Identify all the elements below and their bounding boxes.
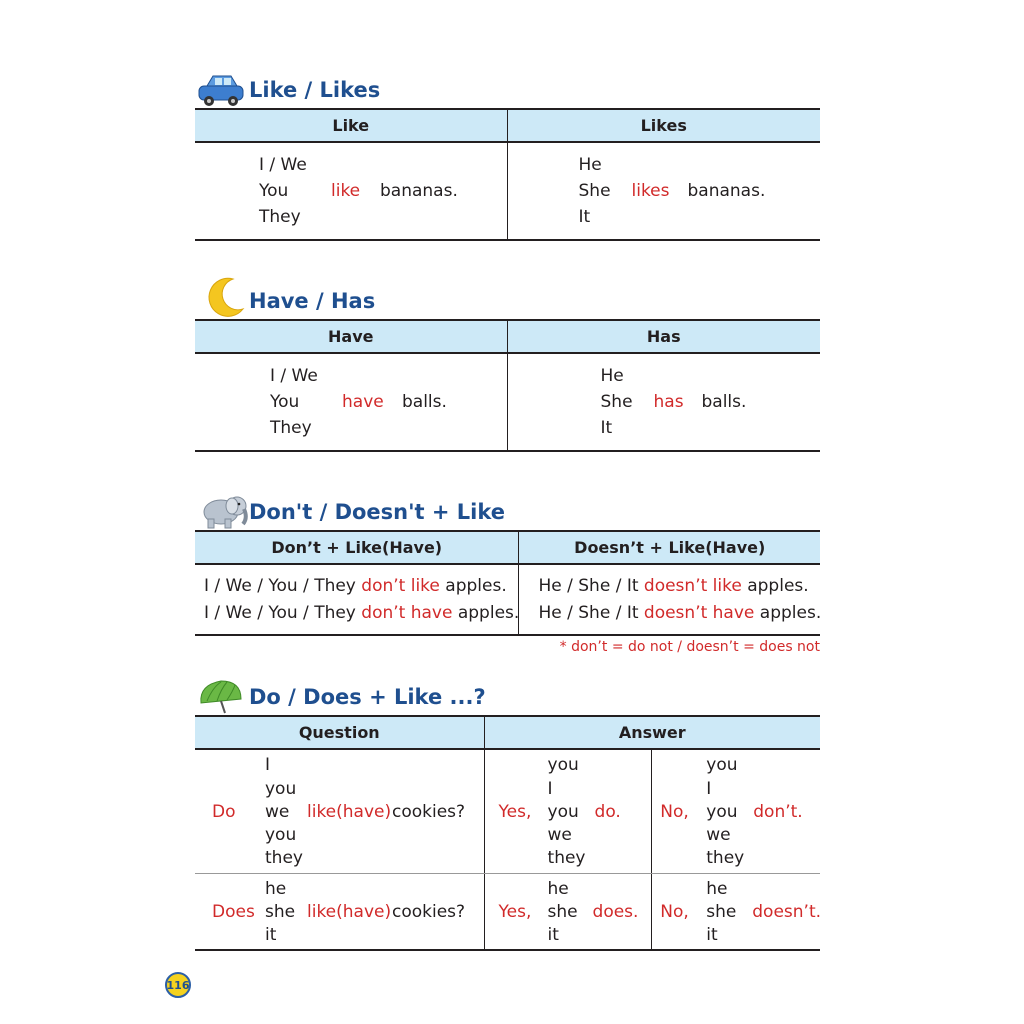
subject-text: He — [600, 366, 624, 386]
subject-text: you — [547, 802, 579, 822]
subject-text: I — [706, 779, 712, 799]
table-header — [195, 532, 820, 565]
section-title: Like / Likes — [249, 78, 381, 102]
subject-text: She — [600, 392, 633, 412]
section-header — [195, 279, 820, 319]
object-text: apples. — [754, 603, 822, 623]
dont-right-cell — [519, 565, 820, 634]
table-header — [195, 110, 820, 143]
yes-text: Yes, — [498, 802, 532, 822]
subject-text: It — [578, 207, 591, 227]
subject-text: she — [265, 902, 296, 922]
section-title: Do / Does + Like ...? — [249, 685, 486, 709]
aux-answer-text: do. — [594, 802, 621, 822]
subject-text: He / She / It — [538, 576, 644, 596]
subject-text: you — [265, 825, 297, 845]
column-header: Don’t + Like(Have) — [195, 532, 519, 563]
aux-answer-text: does. — [592, 902, 639, 922]
have-left-cell — [195, 354, 508, 450]
example-sentence — [204, 576, 507, 596]
object-text: bananas. — [380, 181, 458, 201]
have-table — [195, 319, 820, 452]
subject-text: we — [706, 825, 731, 845]
subject-text: he — [265, 879, 287, 899]
column-header: Has — [646, 327, 681, 346]
subject-text: they — [265, 848, 303, 868]
object-text: apples. — [439, 576, 507, 596]
aux-text: Does — [212, 902, 255, 922]
subject-text: They — [259, 207, 301, 227]
subject-text: they — [547, 848, 586, 868]
elephant-icon — [199, 492, 249, 530]
section-title: Don't / Doesn't + Like — [249, 500, 506, 524]
column-header: Question — [195, 717, 485, 748]
subject-text: He / She / It — [538, 603, 644, 623]
subject-text: you — [265, 779, 297, 799]
column-header: Doesn’t + Like(Have) — [574, 538, 766, 557]
subject-text: you — [547, 755, 579, 775]
subject-text: it — [265, 925, 277, 945]
question-cell — [195, 750, 485, 873]
table-header — [195, 717, 820, 750]
aux-answer-text: don’t. — [753, 802, 803, 822]
section-header — [195, 490, 820, 530]
yes-text: Yes, — [498, 902, 532, 922]
no-answer-cell — [652, 750, 820, 873]
section-header — [195, 68, 820, 108]
subject-text: they — [706, 848, 745, 868]
subject-text: it — [547, 925, 559, 945]
like-right-cell — [508, 143, 821, 239]
subject-text: You — [259, 181, 289, 201]
do-table — [195, 715, 820, 951]
subject-text: she — [547, 902, 578, 922]
like-table — [195, 108, 820, 241]
subject-text: You — [270, 392, 300, 412]
subject-text: he — [706, 879, 728, 899]
verb-text: have — [342, 392, 384, 412]
object-text: apples. — [741, 576, 809, 596]
no-text: No, — [660, 802, 689, 822]
moon-icon — [203, 275, 247, 319]
object-text: balls. — [402, 392, 447, 412]
subject-text: I — [265, 755, 271, 775]
verb-text: don’t like — [361, 576, 440, 596]
subject-text: he — [547, 879, 569, 899]
verb-text: like(have) — [307, 802, 392, 822]
subject-text: I / We — [259, 155, 307, 175]
subject-text: you — [706, 802, 738, 822]
footnote: * don’t = do not / doesn’t = does not — [559, 639, 820, 655]
subject-text: It — [600, 418, 613, 438]
object-text: apples. — [452, 603, 520, 623]
aux-answer-text: doesn’t. — [752, 902, 822, 922]
object-text: balls. — [701, 392, 747, 412]
subject-text: we — [547, 825, 572, 845]
section-header — [195, 675, 820, 715]
umbrella-icon — [195, 677, 245, 715]
subject-text: I / We / You / They — [204, 576, 362, 596]
car-icon — [195, 72, 247, 108]
subject-text: They — [270, 418, 312, 438]
section-have-has — [195, 279, 820, 452]
subject-text: you — [706, 755, 738, 775]
have-right-cell — [508, 354, 821, 450]
section-title: Have / Has — [249, 289, 376, 313]
page-number: 116 — [165, 972, 191, 998]
object-text: cookies? — [392, 802, 466, 822]
subject-text: I / We — [270, 366, 318, 386]
no-text: No, — [660, 902, 689, 922]
question-cell — [195, 874, 485, 949]
subject-text: she — [706, 902, 737, 922]
example-sentence — [204, 603, 519, 623]
section-do-does — [195, 675, 820, 951]
verb-text: like — [331, 181, 361, 201]
like-left-cell — [195, 143, 508, 239]
column-header: Likes — [640, 116, 687, 135]
object-text: cookies? — [392, 902, 466, 922]
verb-text: has — [653, 392, 684, 412]
subject-text: I — [547, 779, 553, 799]
no-answer-cell — [652, 874, 820, 949]
verb-text: don’t have — [361, 603, 453, 623]
table-header — [195, 321, 820, 354]
subject-text: we — [265, 802, 290, 822]
verb-text: doesn’t have — [643, 603, 755, 623]
column-header: Have — [195, 321, 508, 352]
column-header: Answer — [618, 723, 686, 742]
dont-table — [195, 530, 820, 636]
section-like-likes — [195, 68, 820, 241]
subject-text: it — [706, 925, 718, 945]
subject-text: She — [578, 181, 611, 201]
verb-text: doesn’t like — [643, 576, 742, 596]
verb-text: like(have) — [307, 902, 392, 922]
dont-left-cell — [195, 565, 519, 634]
example-sentence — [538, 576, 808, 596]
section-dont-doesnt — [195, 490, 820, 636]
object-text: bananas. — [687, 181, 766, 201]
subject-text: He — [578, 155, 602, 175]
verb-text: likes — [631, 181, 670, 201]
yes-answer-cell — [485, 874, 653, 949]
aux-text: Do — [212, 802, 236, 822]
example-sentence — [538, 603, 821, 623]
column-header: Like — [195, 110, 508, 141]
subject-text: I / We / You / They — [204, 603, 362, 623]
yes-answer-cell — [485, 750, 653, 873]
